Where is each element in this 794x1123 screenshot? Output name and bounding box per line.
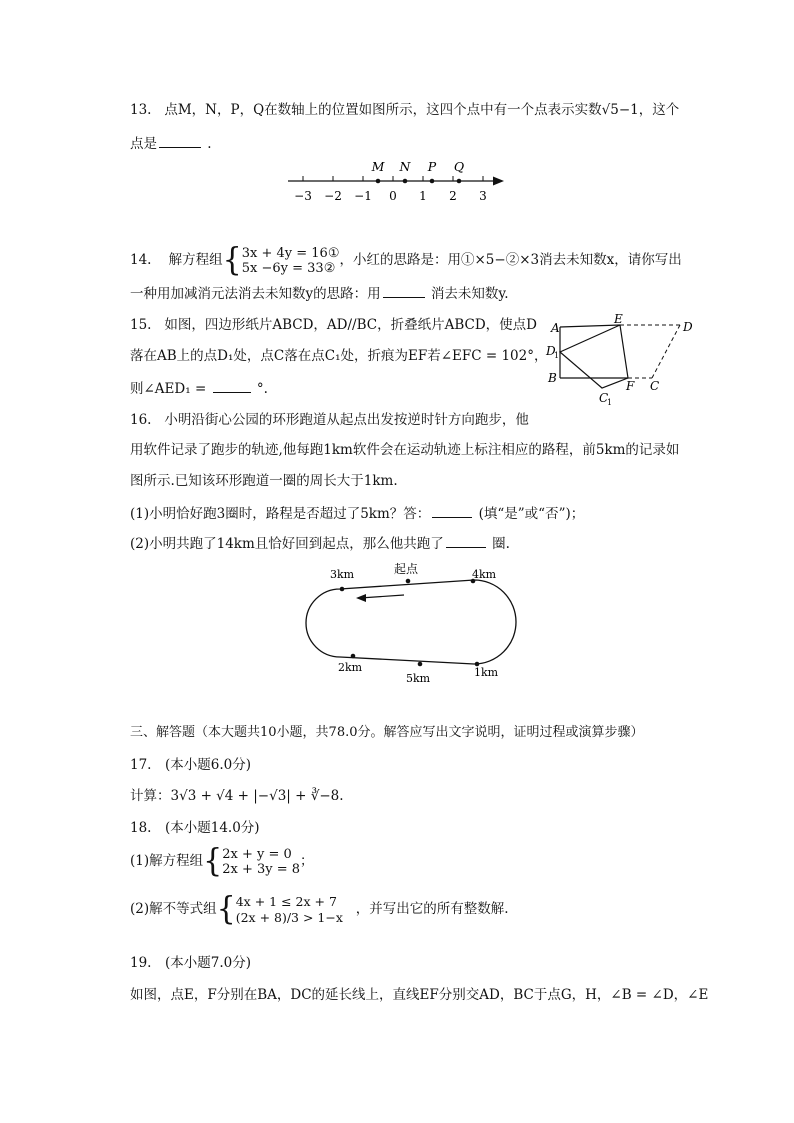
arrow-head-icon	[493, 177, 504, 186]
label-C1-sub: 1	[607, 398, 613, 407]
label-F: F	[626, 379, 635, 393]
q14-eq1: 3x + 4y = 16①	[241, 245, 340, 261]
q13-number: 13.	[130, 102, 152, 118]
q14-line1	[130, 241, 682, 279]
label-D1: D	[546, 344, 556, 358]
tick-label: 3	[479, 189, 487, 203]
arrow-head-icon	[356, 594, 366, 602]
running-track-figure	[280, 558, 520, 690]
answer-blank[interactable]	[432, 503, 472, 518]
q14-text2b: 消去未知数y.	[430, 286, 509, 302]
label-E: E	[614, 312, 623, 326]
q19-heading: 19. (本小题7.0分)	[130, 955, 251, 971]
q16-text3: 图所示.已知该环形跑道一圈的周长大于1km.	[130, 473, 398, 489]
tick-label: −1	[354, 189, 372, 203]
label-C1: C	[599, 391, 609, 405]
q15-text1: 如图，四边形纸片ABCD，AD//BC，折叠纸片ABCD，使点D	[164, 317, 537, 333]
q16-text1: 小明沿街心公园的环形跑道从起点出发按逆时针方向跑步，他	[164, 412, 529, 428]
tick-label: −2	[324, 189, 342, 203]
q14-text2a: 一种用加减消元法消去未知数y的思路：用	[130, 286, 381, 302]
q16-number: 16.	[130, 412, 152, 428]
q16-sub1	[130, 503, 584, 524]
q13-text: 点M，N，P，Q在数轴上的位置如图所示，这四个点中有一个点表示实数√5−1，这个	[164, 102, 680, 118]
tick-label: 0	[389, 189, 397, 203]
q13-line2	[130, 133, 212, 154]
label-C: C	[650, 379, 660, 393]
q16-sub2	[130, 533, 510, 554]
direction-arrow	[360, 595, 404, 598]
q15-line1	[130, 315, 537, 335]
answer-blank[interactable]	[446, 533, 486, 548]
track-loop	[306, 580, 516, 664]
point-P	[430, 179, 435, 184]
point-label-P: P	[427, 159, 437, 174]
q16-text2: 用软件记录了跑步的轨迹,他每跑1km软件会在运动轨迹上标注相应的路程，前5km的记录如	[130, 442, 680, 458]
answer-blank[interactable]	[213, 378, 251, 393]
label-4km: 4km	[472, 568, 497, 581]
q18-p2-end: ，并写出它的所有整数解.	[355, 901, 509, 917]
point-3km	[340, 587, 345, 592]
point-label-Q: Q	[453, 159, 465, 174]
tick-label: 2	[449, 189, 457, 203]
q18-ineq2: (2x + 8)/3 > 1−x	[235, 909, 343, 925]
q16-line2	[130, 440, 679, 460]
q13-line1	[130, 100, 679, 120]
label-D: D	[683, 320, 693, 334]
brace-icon: {	[216, 890, 236, 928]
folding-figure	[540, 312, 702, 408]
point-M	[376, 179, 381, 184]
point-N	[403, 179, 408, 184]
q13-end: .	[207, 136, 212, 152]
q16-line1	[130, 410, 529, 430]
point-start	[406, 579, 411, 584]
q18-p2-text: (2)解不等式组	[130, 901, 217, 917]
answer-blank[interactable]	[383, 283, 425, 298]
label-A: A	[551, 321, 560, 335]
label-B: B	[548, 371, 557, 385]
q15-line2	[130, 346, 547, 366]
q18-eq1: 2x + y = 0	[222, 846, 292, 862]
q16-sub2-end: 圈.	[492, 536, 510, 552]
q14-eq2: 5x −6y = 33②	[241, 260, 336, 276]
q18-heading: 18. (本小题14.0分)	[130, 820, 260, 836]
q18-p1-text: (1)解方程组	[130, 853, 204, 869]
point-label-M: M	[371, 159, 385, 174]
q17-body: 计算：3√3 + √4 + |−√3| + ∛−8.	[130, 788, 344, 804]
label-5km: 5km	[406, 672, 431, 685]
q16-sub1-text: (1)小明恰好跑3圈时，路程是否超过了5km？答：	[130, 506, 431, 522]
label-D1-sub: 1	[554, 351, 560, 360]
q15-line3	[130, 378, 268, 399]
point-Q	[457, 179, 462, 184]
number-line-figure	[282, 155, 512, 207]
brace-icon: {	[222, 241, 242, 279]
label-start: 起点	[394, 562, 419, 576]
q16-line3	[130, 471, 398, 491]
q16-sub2-text: (2)小明共跑了14km且恰好回到起点，那么他共跑了	[130, 536, 444, 552]
label-3km: 3km	[330, 568, 355, 581]
q15-number: 15.	[130, 317, 152, 333]
q18-system	[222, 847, 300, 877]
q15-text2: 落在AB上的点D₁处，点C落在点C₁处，折痕为EF若∠EFC = 102°，	[130, 348, 548, 364]
point-2km	[351, 654, 356, 659]
q17-heading: 17. (本小题6.0分)	[130, 757, 251, 773]
q14-post: ，小红的思路是：用①×5−②×3消去未知数x，请你写出	[339, 252, 682, 268]
brace-icon: {	[203, 842, 223, 880]
q13-text2: 点是	[130, 136, 157, 152]
q18-inequalities	[236, 894, 343, 926]
q18-part1	[130, 842, 314, 880]
label-2km: 2km	[338, 661, 363, 674]
q14-line2	[130, 283, 509, 304]
answer-blank[interactable]	[159, 133, 201, 148]
q19-body: 如图，点E，F分别在BA，DC的延长线上，直线EF分别交AD，BC于点G，H，∠B = ∠D，∠E	[130, 987, 709, 1003]
q18-ineq1: 4x + 1 ≤ 2x + 7	[235, 893, 337, 909]
label-1km: 1km	[474, 666, 499, 679]
section-heading: 三、解答题（本大题共10小题，共78.0分。解答应写出文字说明，证明过程或演算步骤）	[130, 725, 644, 740]
q15-text3b: °.	[256, 381, 268, 397]
q18-p1-end: ；	[300, 853, 314, 869]
point-label-N: N	[399, 159, 411, 174]
q14-system	[242, 246, 340, 276]
q14-pre: 解方程组	[168, 252, 223, 268]
q15-text3a: 则∠AED₁ =	[130, 381, 207, 397]
point-5km	[418, 662, 423, 667]
q14-number: 14.	[130, 252, 152, 268]
q16-sub1-end: (填“是”或“否”)；	[478, 506, 585, 522]
tick-label: −3	[294, 189, 312, 203]
tick-label: 1	[419, 189, 427, 203]
q18-part2	[130, 892, 509, 926]
q18-eq2: 2x + 3y = 8	[222, 861, 301, 877]
